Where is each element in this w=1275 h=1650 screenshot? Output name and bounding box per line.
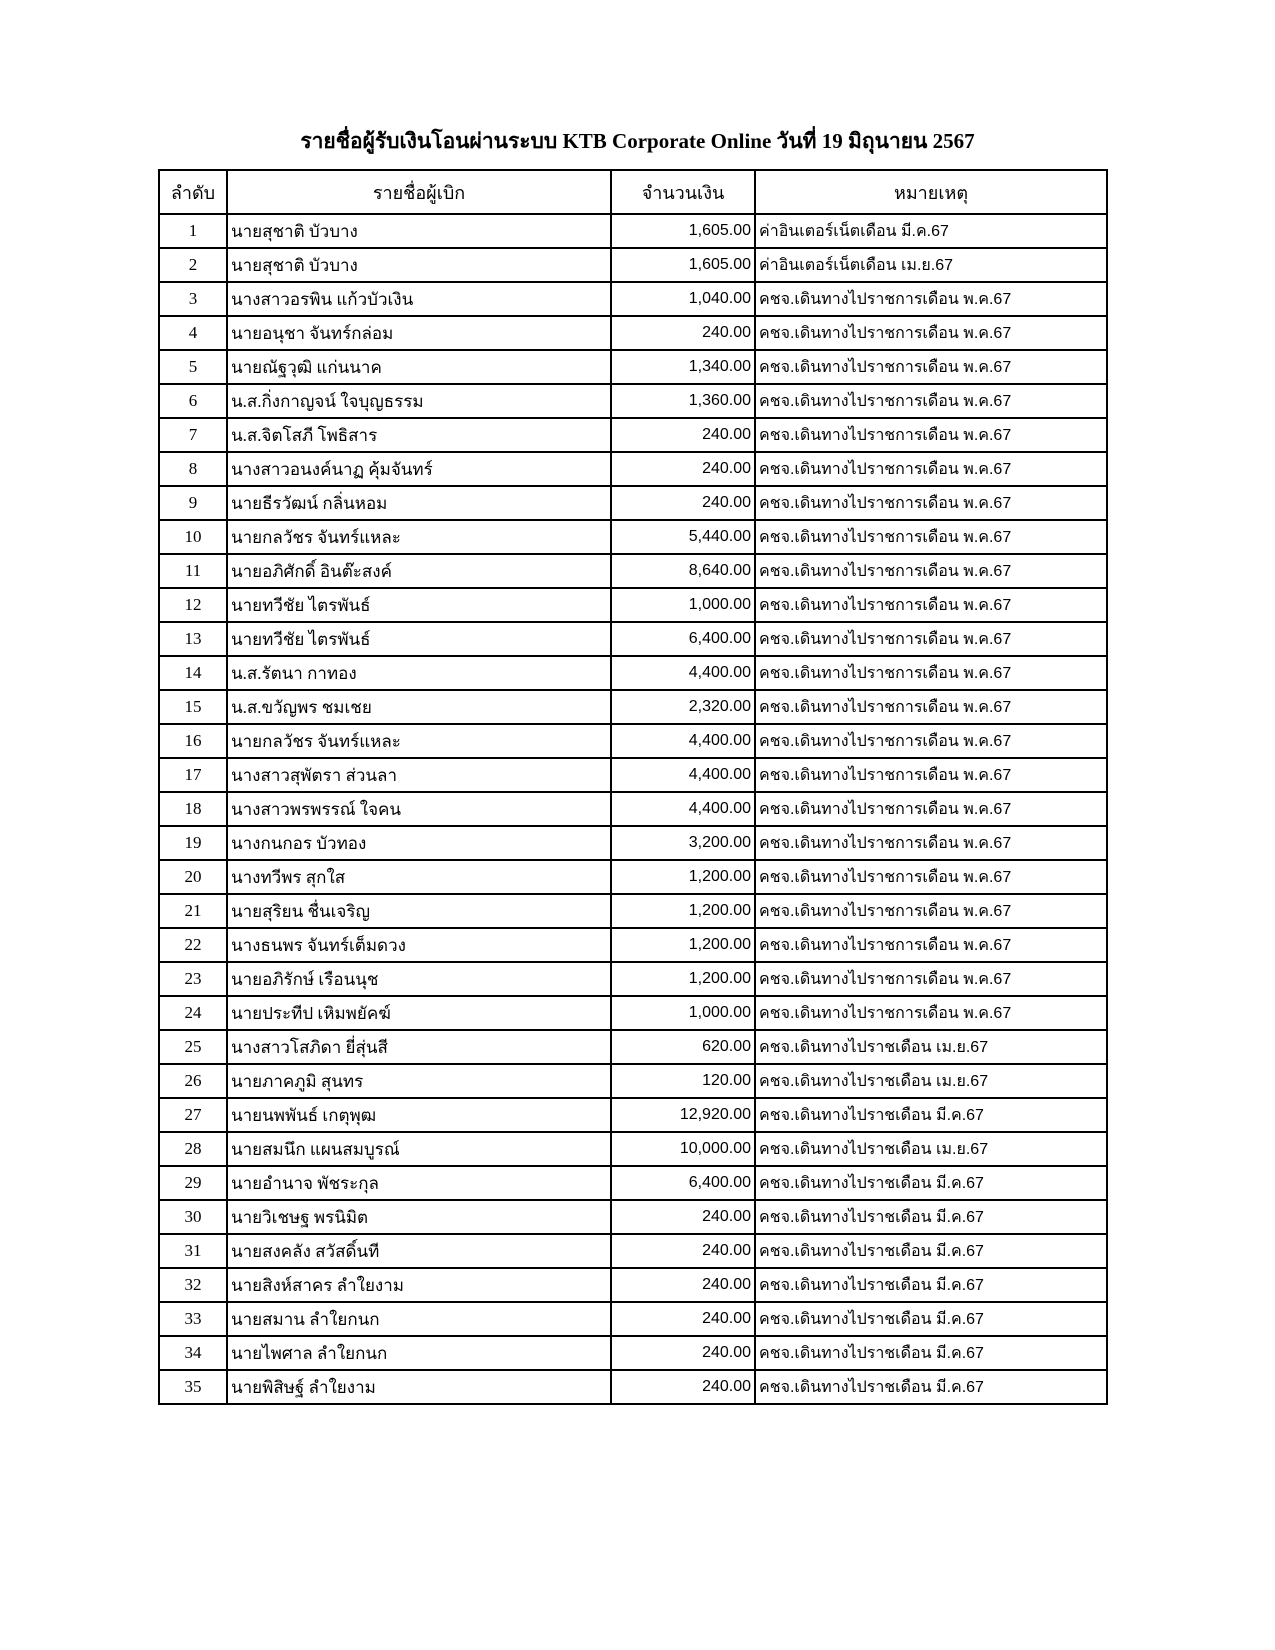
payee-name: นางสาวพรพรรณ์ ใจคน: [227, 792, 611, 826]
amount: 620.00: [611, 1030, 755, 1064]
header-row: [159, 170, 1107, 214]
table-row: [159, 1064, 1107, 1098]
table-row: [159, 894, 1107, 928]
amount: 3,200.00: [611, 826, 755, 860]
payee-name: นายสุชาติ บัวบาง: [227, 248, 611, 282]
amount: 1,000.00: [611, 588, 755, 622]
amount: 4,400.00: [611, 656, 755, 690]
table-row: [159, 554, 1107, 588]
row-number: 1: [159, 214, 227, 248]
note: คชจ.เดินทางไปราชเดือน มี.ค.67: [755, 1370, 1107, 1404]
row-number: 29: [159, 1166, 227, 1200]
table-row: [159, 1336, 1107, 1370]
payee-name: นายสงคลัง สวัสดิ์นที: [227, 1234, 611, 1268]
note: คชจ.เดินทางไปราชการเดือน พ.ค.67: [755, 690, 1107, 724]
row-number: 6: [159, 384, 227, 418]
table-row: [159, 452, 1107, 486]
row-number: 27: [159, 1098, 227, 1132]
note: คชจ.เดินทางไปราชการเดือน พ.ค.67: [755, 486, 1107, 520]
note: คชจ.เดินทางไปราชการเดือน พ.ค.67: [755, 350, 1107, 384]
row-number: 17: [159, 758, 227, 792]
row-number: 11: [159, 554, 227, 588]
table-body: [159, 214, 1107, 1404]
amount: 240.00: [611, 418, 755, 452]
row-number: 3: [159, 282, 227, 316]
note: คชจ.เดินทางไปราชเดือน มี.ค.67: [755, 1098, 1107, 1132]
note: คชจ.เดินทางไปราชการเดือน พ.ค.67: [755, 894, 1107, 928]
amount: 240.00: [611, 316, 755, 350]
table-row: [159, 1200, 1107, 1234]
row-number: 30: [159, 1200, 227, 1234]
page-title: รายชื่อผู้รับเงินโอนผ่านระบบ KTB Corporate Online วันที่ 19 มิถุนายน 2567: [300, 129, 975, 153]
header-name: รายชื่อผู้เบิก: [227, 170, 611, 214]
payee-name: น.ส.กิ่งกาญจน์ ใจบุญธรรม: [227, 384, 611, 418]
payee-name: น.ส.รัตนา กาทอง: [227, 656, 611, 690]
row-number: 24: [159, 996, 227, 1030]
amount: 1,040.00: [611, 282, 755, 316]
note: ค่าอินเตอร์เน็ตเดือน มี.ค.67: [755, 214, 1107, 248]
amount: 240.00: [611, 1268, 755, 1302]
table-row: [159, 1370, 1107, 1404]
table-row: [159, 996, 1107, 1030]
payee-name: นายสุชาติ บัวบาง: [227, 214, 611, 248]
amount: 10,000.00: [611, 1132, 755, 1166]
note: คชจ.เดินทางไปราชการเดือน พ.ค.67: [755, 384, 1107, 418]
row-number: 22: [159, 928, 227, 962]
table-row: [159, 418, 1107, 452]
table-row: [159, 1098, 1107, 1132]
payee-name: นายสิงห์สาคร ลำใยงาม: [227, 1268, 611, 1302]
table-row: [159, 486, 1107, 520]
note: คชจ.เดินทางไปราชการเดือน พ.ค.67: [755, 758, 1107, 792]
amount: 240.00: [611, 1302, 755, 1336]
note: คชจ.เดินทางไปราชการเดือน พ.ค.67: [755, 520, 1107, 554]
payee-name: นายกลวัชร จันทร์แหละ: [227, 724, 611, 758]
payee-name: นายสมาน ลำใยกนก: [227, 1302, 611, 1336]
payee-name: นายอนุชา จันทร์กล่อม: [227, 316, 611, 350]
note: คชจ.เดินทางไปราชเดือน มี.ค.67: [755, 1200, 1107, 1234]
amount: 240.00: [611, 452, 755, 486]
amount: 12,920.00: [611, 1098, 755, 1132]
row-number: 14: [159, 656, 227, 690]
note: คชจ.เดินทางไปราชเดือน มี.ค.67: [755, 1336, 1107, 1370]
row-number: 31: [159, 1234, 227, 1268]
table-row: [159, 1302, 1107, 1336]
payee-name: นายนพพันธ์ เกตุพุฒ: [227, 1098, 611, 1132]
amount: 1,200.00: [611, 962, 755, 996]
row-number: 4: [159, 316, 227, 350]
payee-name: นายทวีชัย ไตรพันธ์: [227, 622, 611, 656]
note: คชจ.เดินทางไปราชการเดือน พ.ค.67: [755, 928, 1107, 962]
note: คชจ.เดินทางไปราชการเดือน พ.ค.67: [755, 554, 1107, 588]
payee-name: นายสุริยน ชื่นเจริญ: [227, 894, 611, 928]
payee-name: นางธนพร จันทร์เต็มดวง: [227, 928, 611, 962]
note: คชจ.เดินทางไปราชเดือน เม.ย.67: [755, 1132, 1107, 1166]
note: คชจ.เดินทางไปราชการเดือน พ.ค.67: [755, 826, 1107, 860]
amount: 120.00: [611, 1064, 755, 1098]
row-number: 32: [159, 1268, 227, 1302]
row-number: 26: [159, 1064, 227, 1098]
payee-name: นายธีรวัฒน์ กลิ่นหอม: [227, 486, 611, 520]
amount: 4,400.00: [611, 758, 755, 792]
table-row: [159, 1132, 1107, 1166]
table-row: [159, 350, 1107, 384]
amount: 2,320.00: [611, 690, 755, 724]
row-number: 16: [159, 724, 227, 758]
payee-name: นายอภิศักดิ์ อินต๊ะสงค์: [227, 554, 611, 588]
table-row: [159, 860, 1107, 894]
amount: 240.00: [611, 1200, 755, 1234]
table-row: [159, 962, 1107, 996]
payee-name: น.ส.จิตโสภี โพธิสาร: [227, 418, 611, 452]
table-row: [159, 690, 1107, 724]
row-number: 12: [159, 588, 227, 622]
payee-name: นางสาวสุพัตรา ส่วนลา: [227, 758, 611, 792]
amount: 240.00: [611, 1370, 755, 1404]
payee-table: [158, 169, 1108, 1405]
amount: 6,400.00: [611, 622, 755, 656]
table-row: [159, 1234, 1107, 1268]
row-number: 13: [159, 622, 227, 656]
amount: 1,200.00: [611, 860, 755, 894]
row-number: 28: [159, 1132, 227, 1166]
note: คชจ.เดินทางไปราชการเดือน พ.ค.67: [755, 588, 1107, 622]
payee-name: นางสาวอรพิน แก้วบัวเงิน: [227, 282, 611, 316]
amount: 240.00: [611, 486, 755, 520]
note: คชจ.เดินทางไปราชเดือน มี.ค.67: [755, 1234, 1107, 1268]
table-row: [159, 758, 1107, 792]
row-number: 33: [159, 1302, 227, 1336]
table-row: [159, 588, 1107, 622]
payee-name: นางสาวโสภิดา ยี่สุ่นสี: [227, 1030, 611, 1064]
amount: 1,000.00: [611, 996, 755, 1030]
payee-name: นางกนกอร บัวทอง: [227, 826, 611, 860]
note: คชจ.เดินทางไปราชการเดือน พ.ค.67: [755, 962, 1107, 996]
table-row: [159, 520, 1107, 554]
amount: 4,400.00: [611, 724, 755, 758]
payee-name: นายณัฐวุฒิ แก่นนาค: [227, 350, 611, 384]
note: คชจ.เดินทางไปราชเดือน มี.ค.67: [755, 1166, 1107, 1200]
row-number: 23: [159, 962, 227, 996]
note: คชจ.เดินทางไปราชเดือน มี.ค.67: [755, 1302, 1107, 1336]
row-number: 9: [159, 486, 227, 520]
payee-name: นายอำนาจ พัชระกุล: [227, 1166, 611, 1200]
row-number: 18: [159, 792, 227, 826]
note: คชจ.เดินทางไปราชการเดือน พ.ค.67: [755, 792, 1107, 826]
table-row: [159, 316, 1107, 350]
note: คชจ.เดินทางไปราชเดือน เม.ย.67: [755, 1030, 1107, 1064]
header-note: หมายเหตุ: [755, 170, 1107, 214]
table-row: [159, 724, 1107, 758]
table-row: [159, 622, 1107, 656]
header-no: ลำดับ: [159, 170, 227, 214]
payee-name: น.ส.ขวัญพร ชมเชย: [227, 690, 611, 724]
amount: 1,200.00: [611, 928, 755, 962]
note: คชจ.เดินทางไปราชการเดือน พ.ค.67: [755, 996, 1107, 1030]
payee-name: นางสาวอนงค์นาฏ คุ้มจันทร์: [227, 452, 611, 486]
payee-name: นายประทีป เหิมพยัคฆ์: [227, 996, 611, 1030]
table-row: [159, 792, 1107, 826]
payee-name: นายพิสิษฐ์ ลำใยงาม: [227, 1370, 611, 1404]
payee-name: นายวิเชษฐ พรนิมิต: [227, 1200, 611, 1234]
table-row: [159, 656, 1107, 690]
note: คชจ.เดินทางไปราชการเดือน พ.ค.67: [755, 724, 1107, 758]
note: ค่าอินเตอร์เน็ตเดือน เม.ย.67: [755, 248, 1107, 282]
amount: 4,400.00: [611, 792, 755, 826]
row-number: 21: [159, 894, 227, 928]
row-number: 34: [159, 1336, 227, 1370]
payee-name: นางทวีพร สุกใส: [227, 860, 611, 894]
amount: 1,605.00: [611, 248, 755, 282]
table-row: [159, 826, 1107, 860]
note: คชจ.เดินทางไปราชการเดือน พ.ค.67: [755, 282, 1107, 316]
row-number: 20: [159, 860, 227, 894]
note: คชจ.เดินทางไปราชการเดือน พ.ค.67: [755, 622, 1107, 656]
row-number: 8: [159, 452, 227, 486]
note: คชจ.เดินทางไปราชการเดือน พ.ค.67: [755, 860, 1107, 894]
note: คชจ.เดินทางไปราชการเดือน พ.ค.67: [755, 418, 1107, 452]
amount: 8,640.00: [611, 554, 755, 588]
note: คชจ.เดินทางไปราชเดือน เม.ย.67: [755, 1064, 1107, 1098]
table-row: [159, 214, 1107, 248]
payee-name: นายสมนึก แผนสมบูรณ์: [227, 1132, 611, 1166]
table-row: [159, 248, 1107, 282]
row-number: 2: [159, 248, 227, 282]
note: คชจ.เดินทางไปราชการเดือน พ.ค.67: [755, 316, 1107, 350]
amount: 5,440.00: [611, 520, 755, 554]
table-header: [159, 170, 1107, 214]
header-amount: จำนวนเงิน: [611, 170, 755, 214]
payee-name: นายกลวัชร จันทร์แหละ: [227, 520, 611, 554]
row-number: 7: [159, 418, 227, 452]
table-row: [159, 282, 1107, 316]
amount: 6,400.00: [611, 1166, 755, 1200]
amount: 1,605.00: [611, 214, 755, 248]
table-row: [159, 1268, 1107, 1302]
amount: 1,200.00: [611, 894, 755, 928]
row-number: 15: [159, 690, 227, 724]
amount: 240.00: [611, 1234, 755, 1268]
note: คชจ.เดินทางไปราชการเดือน พ.ค.67: [755, 452, 1107, 486]
table-row: [159, 1030, 1107, 1064]
table-row: [159, 384, 1107, 418]
note: คชจ.เดินทางไปราชการเดือน พ.ค.67: [755, 656, 1107, 690]
payee-name: นายอภิรักษ์ เรือนนุช: [227, 962, 611, 996]
row-number: 25: [159, 1030, 227, 1064]
row-number: 5: [159, 350, 227, 384]
row-number: 10: [159, 520, 227, 554]
table-row: [159, 928, 1107, 962]
payee-name: นายไพศาล ลำใยกนก: [227, 1336, 611, 1370]
amount: 1,360.00: [611, 384, 755, 418]
note: คชจ.เดินทางไปราชเดือน มี.ค.67: [755, 1268, 1107, 1302]
table-row: [159, 1166, 1107, 1200]
row-number: 35: [159, 1370, 227, 1404]
amount: 240.00: [611, 1336, 755, 1370]
payee-name: นายภาคภูมิ สุนทร: [227, 1064, 611, 1098]
amount: 1,340.00: [611, 350, 755, 384]
row-number: 19: [159, 826, 227, 860]
payee-name: นายทวีชัย ไตรพันธ์: [227, 588, 611, 622]
